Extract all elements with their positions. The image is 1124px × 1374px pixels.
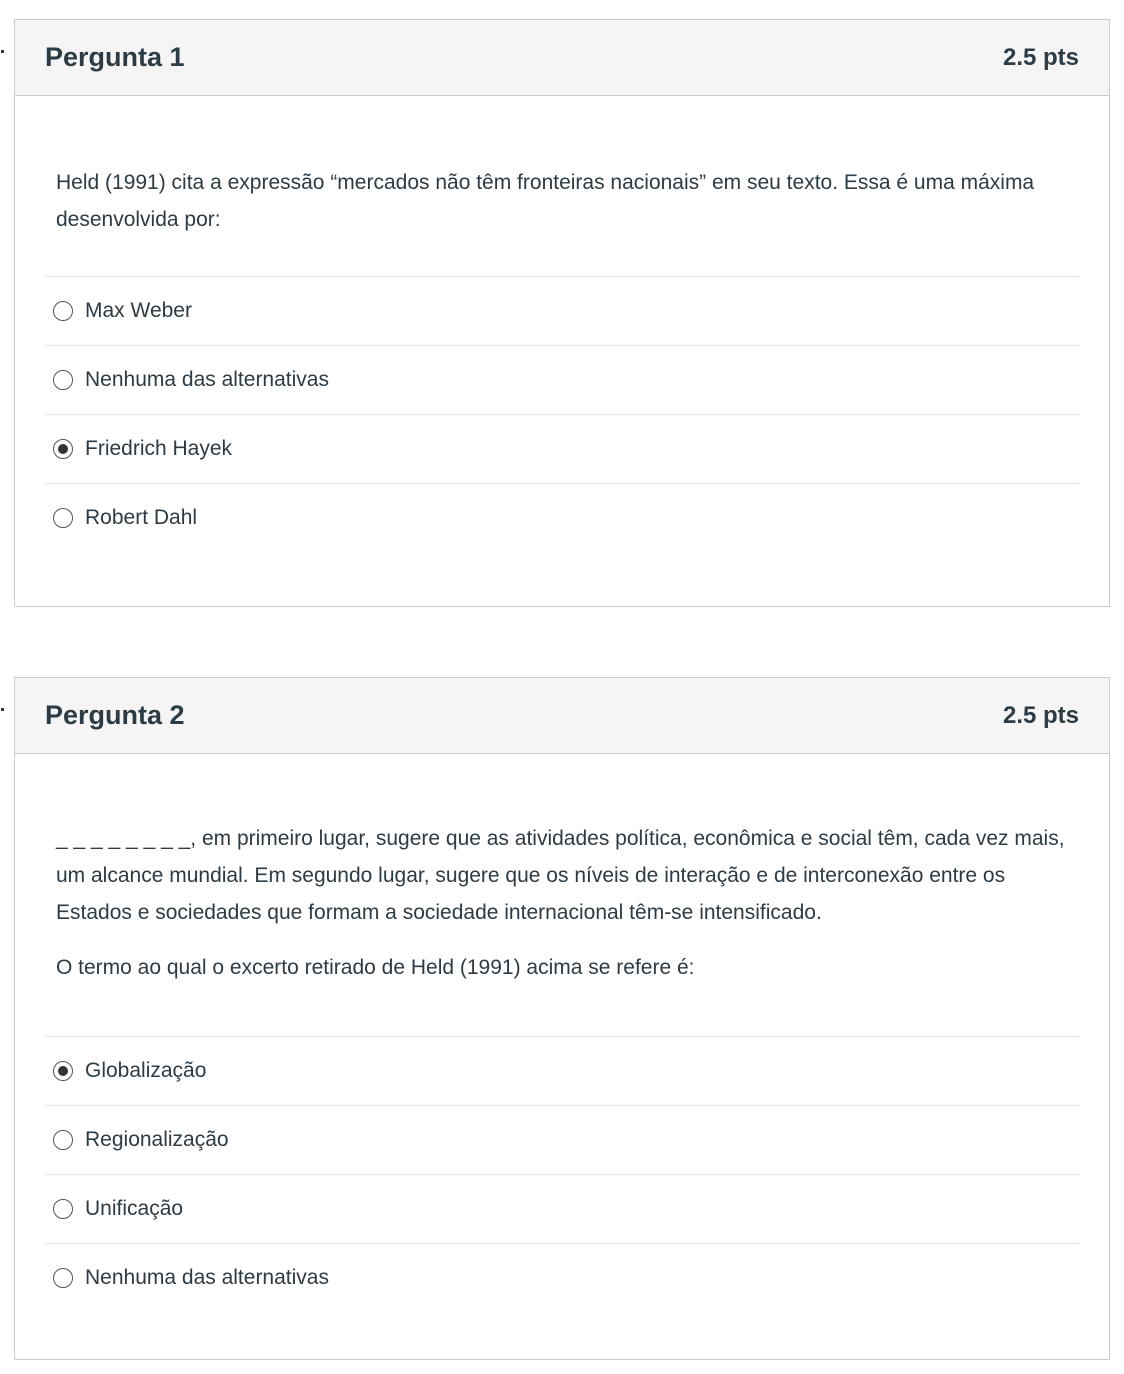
answer-list: [45, 276, 1079, 552]
answer-option[interactable]: [45, 1105, 1079, 1174]
radio-button[interactable]: [53, 439, 73, 459]
radio-button[interactable]: [53, 1199, 73, 1219]
question-paragraph: Held (1991) cita a expressão “mercados não têm fronteiras nacionais” em seu texto. Essa é uma máxima desenvolvida por:: [56, 171, 1035, 231]
answer-option[interactable]: [45, 483, 1079, 552]
answer-label: Nenhuma das alternativas: [85, 368, 329, 391]
question-header: [15, 678, 1109, 754]
question-text: [56, 96, 1079, 238]
radio-button[interactable]: [53, 1130, 73, 1150]
answer-option[interactable]: [45, 1036, 1079, 1105]
question-body: [15, 754, 1109, 1312]
radio-button[interactable]: [53, 370, 73, 390]
answer-option[interactable]: [45, 345, 1079, 414]
question-2: [14, 677, 1110, 1360]
question-paragraph: _ _ _ _ _ _ _ _, em primeiro lugar, sugere que as atividades política, econômica e social têm, cada vez mais, um alcance mundial. Em segundo lugar, sugere que os níveis de interação e de interconexão entre os Estados e sociedades que formam a sociedade internacional têm-se intensificado.: [56, 827, 1065, 924]
answer-label: Robert Dahl: [85, 506, 198, 529]
question-text: [56, 754, 1079, 986]
question-marker: [1, 50, 4, 53]
question-points: 2.5 pts: [1002, 701, 1079, 729]
answer-option[interactable]: [45, 1243, 1079, 1312]
question-marker: [1, 708, 4, 711]
question-title: Pergunta 2: [45, 700, 185, 730]
question-1: [14, 19, 1110, 607]
answer-label: Nenhuma das alternativas: [85, 1266, 329, 1289]
answer-label: Regionalização: [85, 1128, 229, 1151]
answer-option[interactable]: [45, 1174, 1079, 1243]
answer-list: [45, 1036, 1079, 1312]
question-header: [15, 20, 1109, 96]
answer-label: Max Weber: [85, 299, 192, 322]
question-points: 2.5 pts: [1002, 43, 1079, 71]
radio-button[interactable]: [53, 301, 73, 321]
answer-label: Globalização: [85, 1059, 207, 1082]
question-body: [15, 96, 1109, 552]
answer-label: Unificação: [85, 1197, 184, 1220]
question-title: Pergunta 1: [45, 42, 185, 72]
question-paragraph: O termo ao qual o excerto retirado de Held (1991) acima se refere é:: [56, 956, 695, 979]
answer-label: Friedrich Hayek: [85, 437, 233, 460]
radio-button[interactable]: [53, 508, 73, 528]
answer-option[interactable]: [45, 414, 1079, 483]
answer-option[interactable]: [45, 276, 1079, 345]
radio-button[interactable]: [53, 1061, 73, 1081]
radio-button[interactable]: [53, 1268, 73, 1288]
